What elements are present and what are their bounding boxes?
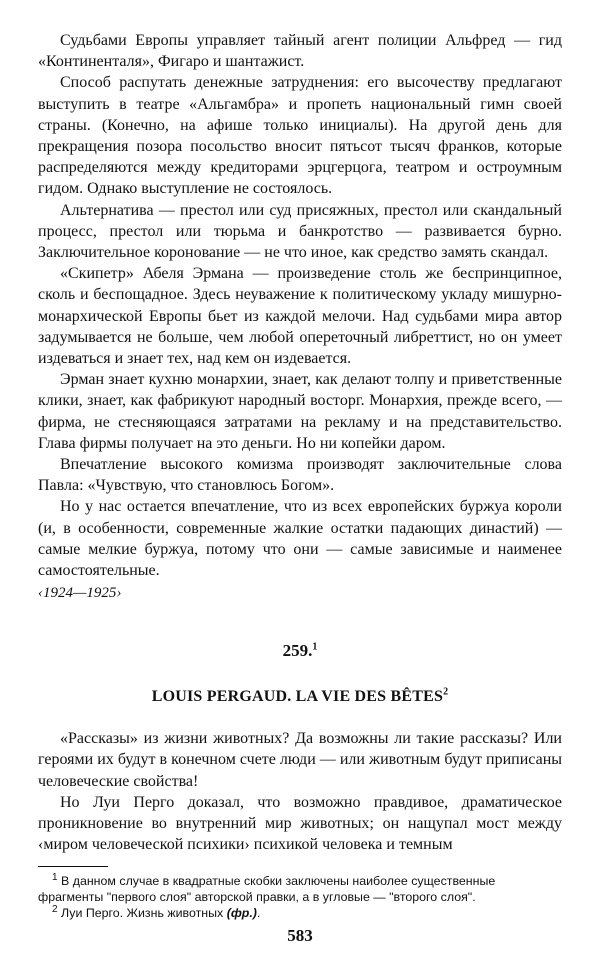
paragraph: Эрман знает кухню монархии, знает, как делают толпу и приветственные клики, знает, как фабрикуют народный восторг. Монархия, прежде всего, — фирма, не стесняющаяся затратами на рекламу и на представительство. Глава фирмы получает на это деньги. Но ни копейки даром. <box>38 371 562 452</box>
paragraph: Но у нас остается впечатление, что из всех европейских буржуа короли (и, в особенности, современные жалкие остатки падающих династий) — самые мелкие буржуа, потому что они — самые зависимые и наименее самостоятельные. <box>38 498 562 580</box>
section-number-text: 259. <box>282 641 313 661</box>
footnotes <box>38 873 562 921</box>
footnote <box>38 873 562 905</box>
footnote-mark: 2 <box>52 903 58 915</box>
page-number: 583 <box>287 926 313 945</box>
paragraph: Способ распутать денежные затруднения: его высочеству предлагают выступить в театре «Альгамбра» и пропеть национальный гимн своей страны. (Конечно, на афише только инициалы). На другой день для прекращения позора посольство вносит пятьсот тысяч франков, которые распределяются между кредиторами эрцгерцога, театром и остроумным гидом. Однако выступление не состоялось. <box>38 74 562 198</box>
footnote-tail: . <box>256 905 261 920</box>
essay-date: ‹1924—1925› <box>38 585 122 602</box>
paragraph: Впечатление высокого комизма производят заключительные слова Павла: «Чувствую, что становлюсь Богом». <box>38 456 562 495</box>
essay-body <box>38 30 562 604</box>
section-body <box>38 728 562 855</box>
paragraph: «Скипетр» Абеля Эрмана — произведение столь же беспринципное, сколь и беспощадное. Здесь неуважение к политическому укладу мишурно-монархической Европы бьет из каждой мелочи. Над судьбами мира автор задумывается не больше, чем любой опереточный либреттист, но он умеет издеваться и знает тех, над кем он издевается. <box>38 265 562 368</box>
section-title <box>38 686 562 708</box>
footnote <box>38 905 562 921</box>
footnote-mark: 1 <box>52 871 58 883</box>
paragraph: Альтернатива — престол или суд присяжных, престол или скандальный процесс, престол или тюрьма и банкротство — развивается бурно. Заключительное коронование — не что иное, как средство замять скандал. <box>38 201 562 262</box>
footnote-emphasis: (фр.) <box>226 905 257 920</box>
paragraph: «Рассказы» из жизни животных? Да возможны ли такие рассказы? Или героями их будут в конечном счете люди — или животным будут приписаны человеческие свойства! <box>38 730 562 790</box>
footnote-text: Луи Перго. Жизнь животных <box>61 905 224 920</box>
page-content <box>38 30 562 921</box>
footnote-divider <box>38 866 108 867</box>
paragraph: Судьбами Европы управляет тайный агент полиции Альфред — гид «Континенталя», Фигаро и шантажист. <box>38 32 562 71</box>
footnote-ref: 1 <box>312 641 318 653</box>
section-number <box>38 640 562 662</box>
footnote-text: В данном случае в квадратные скобки заключены наиболее существенные фрагменты "первого слоя" авторской правки, а в угловые — "второго слоя". <box>38 873 496 904</box>
section-title-text: LOUIS PERGAUD. LA VIE DES BÊTES <box>151 688 444 706</box>
footnote-ref: 2 <box>443 686 449 698</box>
paragraph: Но Луи Перго доказал, что возможно правдивое, драматическое проникновение во внутренний мир животных; он нащупал мост между ‹миром человеческой психики› психикой человека и темным <box>38 793 562 854</box>
